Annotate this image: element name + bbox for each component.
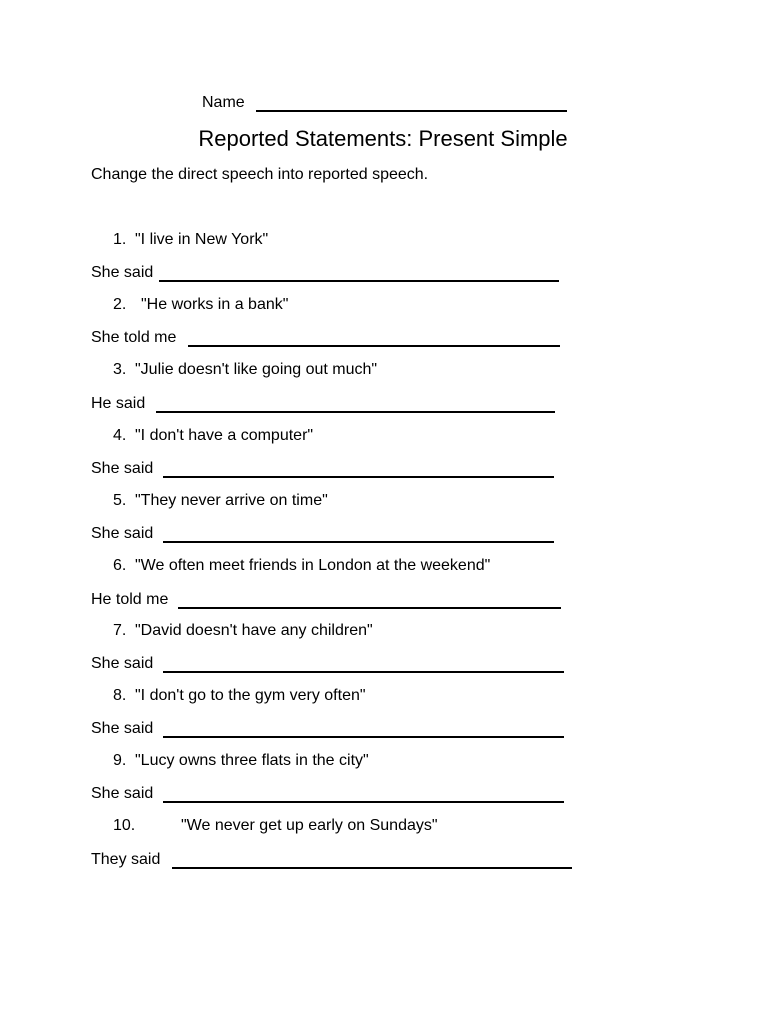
question-item: [113, 360, 377, 380]
question-number: 7.: [113, 622, 127, 639]
question-quote: "Julie doesn't like going out much": [135, 361, 378, 378]
answer-label: She said: [91, 785, 154, 802]
question-item: [113, 621, 373, 641]
question-number: 6.: [113, 557, 127, 574]
answer-line[interactable]: [163, 736, 564, 738]
answer-line[interactable]: [188, 345, 560, 347]
question-quote: "I live in New York": [135, 231, 269, 248]
question-item: [113, 426, 313, 446]
question-number: 4.: [113, 427, 127, 444]
question-item: [113, 556, 490, 576]
answer-line[interactable]: [172, 867, 572, 869]
instructions: Change the direct speech into reported speech.: [91, 166, 429, 183]
question-number: 9.: [113, 752, 127, 769]
question-quote: "They never arrive on time": [135, 492, 328, 509]
question-quote: "David doesn't have any children": [135, 622, 373, 639]
answer-label: She said: [91, 655, 154, 672]
page-title: [0, 125, 768, 153]
question-number: 3.: [113, 361, 127, 378]
question-item: [113, 686, 366, 706]
answer-line[interactable]: [163, 541, 554, 543]
answer-label: She said: [91, 720, 154, 737]
question-item: [113, 491, 328, 511]
question-number: 10.: [113, 817, 136, 834]
name-label: Name: [202, 94, 245, 111]
answer-line[interactable]: [163, 476, 554, 478]
answer-label: They said: [91, 851, 161, 868]
question-number: 5.: [113, 492, 127, 509]
answer-line[interactable]: [156, 411, 555, 413]
answer-label: She told me: [91, 329, 177, 346]
question-quote: "I don't go to the gym very often": [135, 687, 366, 704]
question-number: 2.: [113, 296, 127, 313]
question-quote: "I don't have a computer": [135, 427, 314, 444]
question-item: [113, 751, 369, 771]
question-number: 1.: [113, 231, 127, 248]
answer-line[interactable]: [163, 671, 564, 673]
question-item: [113, 295, 288, 315]
answer-line[interactable]: [163, 801, 564, 803]
question-number: 8.: [113, 687, 127, 704]
answer-label: She said: [91, 525, 154, 542]
answer-label: He told me: [91, 591, 169, 608]
answer-line[interactable]: [159, 280, 559, 282]
question-item: [113, 816, 438, 836]
answer-line[interactable]: [178, 607, 561, 609]
name-answer-line[interactable]: [256, 110, 567, 112]
answer-label: She said: [91, 460, 154, 477]
question-item: [113, 230, 268, 250]
question-quote: "Lucy owns three flats in the city": [135, 752, 369, 769]
question-quote: "We never get up early on Sundays": [181, 817, 438, 834]
question-quote: "He works in a bank": [141, 296, 289, 313]
answer-label: He said: [91, 395, 146, 412]
answer-label: She said: [91, 264, 154, 281]
question-quote: "We often meet friends in London at the weekend": [135, 557, 491, 574]
page-title-text: Reported Statements: Present Simple: [198, 126, 568, 151]
